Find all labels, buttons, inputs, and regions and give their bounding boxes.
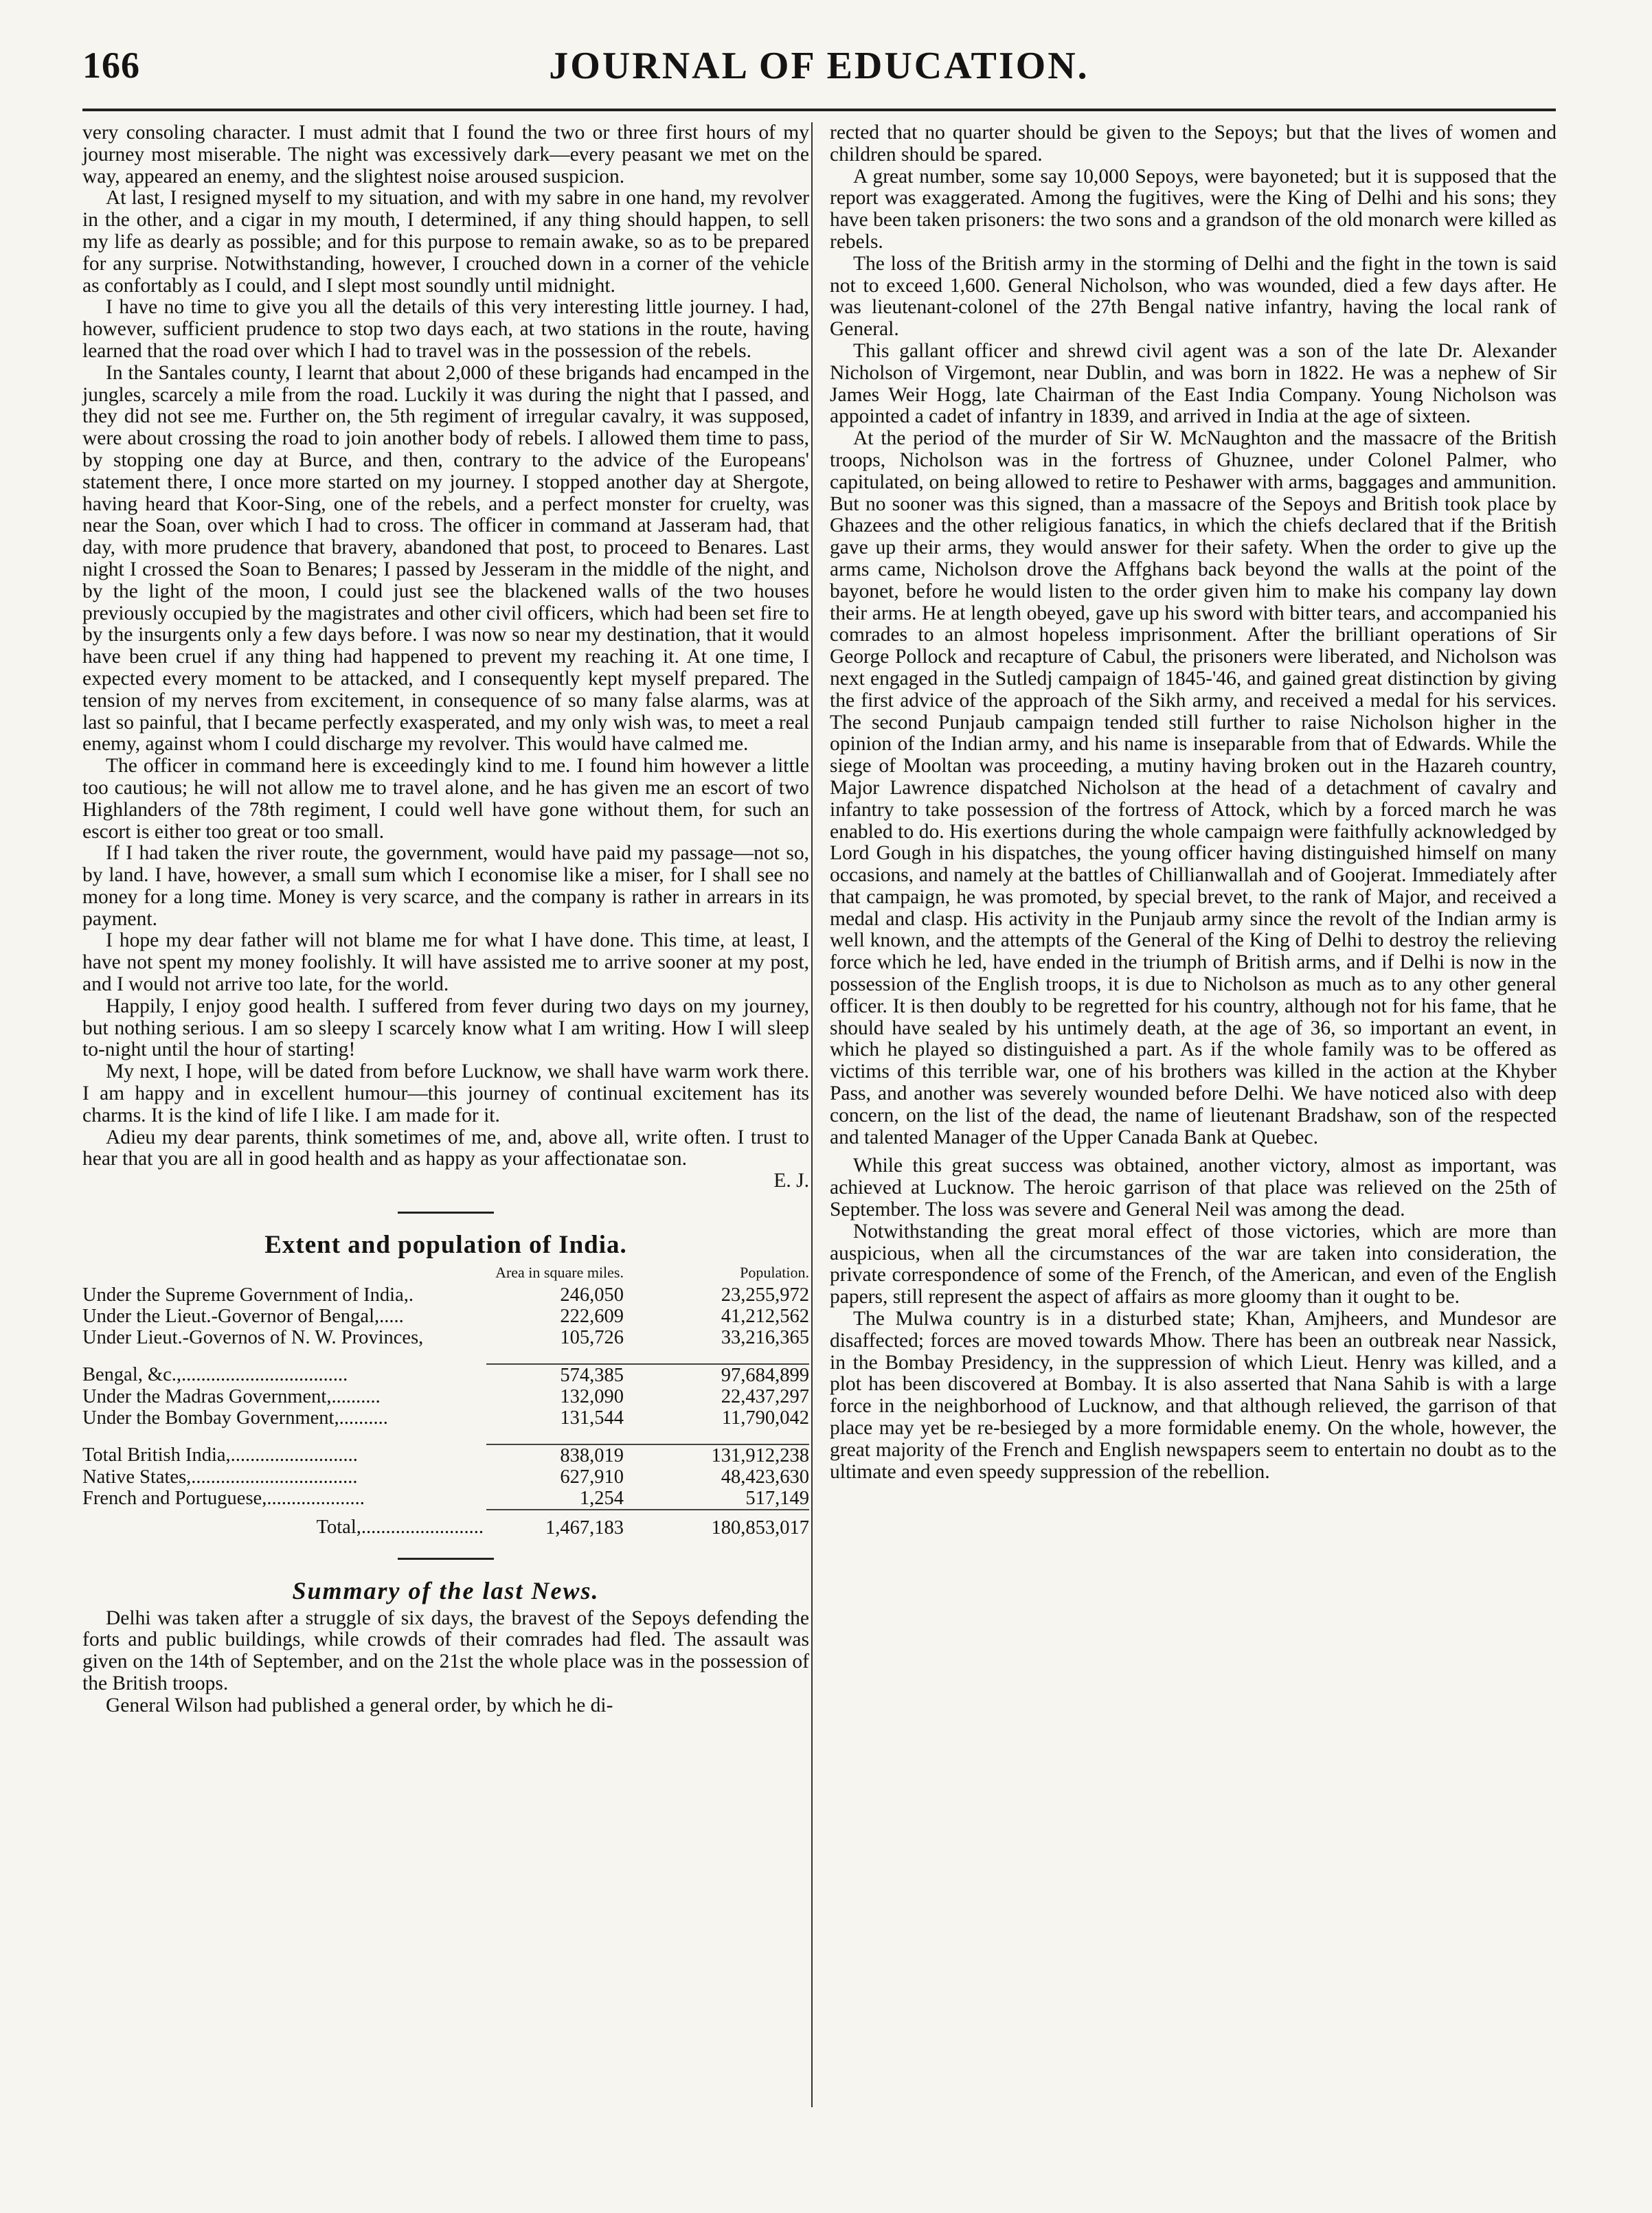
letter-paragraph: If I had taken the river route, the government, would have paid my passage—not so, by land. I have, however, a small sum which I economise like a miser, for I shall see no money for a long time. Money is very scarce, and the company is rather in arrears in its payment. [82, 842, 809, 930]
news-section-title: Summary of the last News. [292, 1576, 600, 1604]
letter-paragraph: I hope my dear father will not blame me for what I have done. This time, at least, I have not spent my money foolishly. It will have assisted me to arrive sooner at my post, and I would not arrive too late, for the world. [82, 929, 809, 996]
news-paragraph: Delhi was taken after a struggle of six days, the bravest of the Sepoys defending the forts and public buildings, while crowds of their comrades had fled. The assault was given on the 14th of September, and on the 21st the whole place was in the possession of the British troops. [82, 1607, 809, 1695]
news-paragraph: General Wilson had published a general order, by which he di- [106, 1694, 613, 1716]
table-row: Total British India,.......................... 838,019 131,912,238 [82, 1444, 809, 1466]
letter-signature: E. J. [773, 1170, 809, 1192]
running-title: JOURNAL OF EDUCATION. [549, 45, 1089, 87]
news-paragraph: The loss of the British army in the storming of Delhi and the fight in the town is said not to exceed 1,600. General Nicholson, who was wounded, died a few days after. He was lieutenant-colonel of the 27th Bengal native infantry, having the local rank of General. [830, 252, 1557, 341]
left-column [82, 122, 809, 1717]
news-paragraph: The Mulwa country is in a disturbed state; Khan, Amjheers, and Mundesor are disaffected; forces are moved towards Mhow. There has been an outbreak near Nassick, in the Bombay Presidency, in the suppression of which Lieut. Henry was killed, and a plot has been discovered at Bombay. It is also asserted that Nana Sahib is with a large force in the neighborhood of Lucknow, and that although relieved, the garrison of that place may yet be re-besieged by a more formidable enemy. On the whole, however, the great majority of the French and English newspapers seem to entertain no doubt as to the ultimate and even speedy suppression of the rebellion. [830, 1308, 1557, 1483]
right-column [830, 122, 1557, 1483]
table-row: Under the Supreme Government of India,. 246,050 23,255,972 [82, 1284, 809, 1306]
letter-paragraph: In the Santales county, I learnt that about 2,000 of these brigands had encamped in the jungles, scarcely a mile from the road. Luckily it was during the night that I passed, and they did not see me. Further on, the 5th regiment of irregular cavalry, it was supposed, were about crossing the road to join another body of rebels. I allowed them time to pass, by stopping one day at Burce, and then, contrary to the advice of the Europeans' statement there, I once more started on my journey. I stopped another day at Shergote, having heard that Koor-Sing, one of the rebels, and a perfect monster for cruelty, was near the Soan, over which I had to cross. The officer in command at Jasseram had, that day, with more prudence that bravery, abandoned that post, to proceed to Benares. Last night I crossed the Soan to Benares; I passed by Jesseram in the middle of the night, and by the light of the moon, I could just see the blackened walls of the two houses previously occupied by the magistrates and other civil officers, which had been set fire to by the insurgents only a few days before. I was now so near my destination, that it would have been cruel if any thing had happened to prevent my reaching it. At one time, I expected every moment to be attacked, and I consequently kept myself prepared. The tension of my nerves from excitement, in consequence of so many false alarms, was at last so painful, that I became perfectly exasperated, and my only wish was, to meet a real enemy, against whom I could discharge my revolver. This would have calmed me. [82, 361, 809, 756]
letter-paragraph: At last, I resigned myself to my situation, and with my sabre in one hand, my revolver in the other, and a cigar in my mouth, I determined, if any thing should happen, to sell my life as dearly as possible; and for this purpose to remain awake, so as to be prepared for any surprise. Notwithstanding, however, I crouched down in a corner of the vehicle as confortably as I could, and I slept most soundly until midnight. [82, 187, 809, 297]
india-population-table [82, 1262, 809, 1539]
page-header [82, 29, 1556, 91]
news-paragraph: A great number, some say 10,000 Sepoys, were bayoneted; but it is supposed that the report was exaggerated. Among the fugitives, were the King of Delhi and his sons; they have been taken prisoners: the two sons and a grandson of the old monarch were killed as rebels. [830, 165, 1557, 253]
letter-paragraph: The officer in command here is exceedingly kind to me. I found him however a little too cautious; he will not allow me to travel alone, and he has given me an escort of two Highlanders of the 78th regiment, I could well have gone without them, for such an escort is either too great or too small. [82, 755, 809, 843]
column-divider [811, 122, 813, 2107]
column-header-area: Area in square miles. [495, 1263, 624, 1281]
letter-paragraph: very consoling character. I must admit that I found the two or three first hours of my journey most miserable. The night was excessively dark—every peasant we met on the way, appeared an enemy, and the slightest noise aroused suspicion. [82, 122, 809, 188]
table-row: French and Portuguese,.................... 1,254 517,149 [82, 1487, 809, 1510]
table-header-row [82, 1262, 809, 1284]
section-rule [398, 1212, 494, 1214]
page-number: 166 [82, 45, 140, 86]
table-row: Native States,.................................. 627,910 48,423,630 [82, 1466, 809, 1488]
table-row: Under the Madras Government,.......... 132,090 22,437,297 [82, 1385, 809, 1407]
news-paragraph: At the period of the murder of Sir W. McNaughton and the massacre of the British troops, Nicholson was in the fortress of Ghuznee, under Colonel Palmer, who capitulated, on being allowed to retire to Peshawer with arms, baggages and ammunition. But no sooner was this signed, than a massacre of the Sepoys and British took place by Ghazees and the other religious fanatics, in which the chiefs declared that if the British gave up their arms, they would answer for their safety. When the order to give up the arms came, Nicholson drove the Affghans back beyond the walls at the point of the bayonet, before he would listen to the order given him to make his company lay down their arms. He at length obeyed, gave up his sword with bitter tears, and accompanied his comrades to an almost hopeless imprisonment. After the brilliant operations of Sir George Pollock and recapture of Cabul, the prisoners were liberated, and Nicholson was next engaged in the Sutledj campaign of 1845-'46, and gained great distinction by giving the first advice of the approach of the Sikh army, and received a medal for his services. The second Punjaub campaign tended still further to raise Nicholson higher in the opinion of the Indian army, and his name is inseparable from that of Edwards. While the siege of Mooltan was proceeding, a mutiny having broken out in the Hazareh country, Major Lawrence dispatched Nicholson at the head of a detachment of cavalry and infantry to take possession of the fortress of Attock, which by a forced march he was enabled to do. His exertions during the whole campaign were faithfully acknowledged by Lord Gough in his dispatches, the young officer having distinguished himself on many occasions, and namely at the battles of Chillianwallah and of Goojerat. Immediately after that campaign, he was promoted, by special brevet, to the rank of Major, and received a medal and clasp. His activity in the Punjaub army since the revolt of the Indian army is well known, and the attempts of the General of the King of Delhi to destroy the relieving force which he led, have ended in the triumph of British arms, and if Delhi is now in the possession of the English troops, it is due to Nicholson as much as to any other general officer. It is then doubly to be regretted for his country, although not for his fame, that he should have sealed by his untimely death, at the age of 36, so important an event, in which he played so distinguished a part. As if the whole family was to be offered as victims of this terrible war, one of his brothers was killed in the action at the Khyber Pass, and another was severely wounded before Delhi. We have noticed also with deep concern, on the list of the dead, the name of lieutenant Bradshaw, son of the respected and talented Manager of the Upper Canada Bank at Quebec. [830, 427, 1557, 1148]
table-row: Under Lieut.-Governos of N. W. Provinces, 105,726 33,216,365 [82, 1326, 809, 1348]
letter-paragraph: Adieu my dear parents, think sometimes of me, and, above all, write often. I trust to hear that you are all in good health and as happy as your affectionatae son. [82, 1126, 809, 1170]
letter-paragraph: Happily, I enjoy good health. I suffered from fever during two days on my journey, but nothing serious. I am so sleepy I scarcely know what I am writing. How I will sleep to-night until the hour of starting! [82, 995, 809, 1061]
section-rule [398, 1558, 494, 1560]
news-paragraph: rected that no quarter should be given to the Sepoys; but that the lives of women and children should be spared. [830, 122, 1557, 166]
letter-paragraph: My next, I hope, will be dated from before Lucknow, we shall have warm work there. I am happy and in excellent humour—this journey of continual excitement has its charms. It is the kind of life I like. I am made for it. [82, 1060, 809, 1126]
news-paragraph: This gallant officer and shrewd civil agent was a son of the late Dr. Alexander Nicholson of Virgemont, near Dublin, and was born in 1822. He was a nephew of Sir James Weir Hogg, late Chairman of the East India Company. Young Nicholson was appointed a cadet of infantry in 1839, and arrived in India at the age of sixteen. [830, 339, 1557, 428]
column-header-population: Population. [740, 1263, 809, 1281]
table-row: Under the Lieut.-Governor of Bengal,..... 222,609 41,212,562 [82, 1305, 809, 1327]
india-table-title: Extent and population of India. [264, 1231, 627, 1260]
header-rule [82, 109, 1556, 111]
news-paragraph: While this great success was obtained, another victory, almost as important, was achieved at Lucknow. The heroic garrison of that place was relieved on the 25th of September. The loss was severe and General Neil was among the dead. [830, 1155, 1557, 1221]
table-total-row: Total,......................... 1,467,183 180,853,017 [82, 1510, 809, 1539]
news-paragraph: Notwithstanding the great moral effect of those victories, which are more than auspicious, when all the circumstances of the war are taken into consideration, the private correspondence of some of the French, of the American, and even of the English papers, still represent the aspect of affairs as more gloomy than it ought to be. [830, 1220, 1557, 1308]
table-row: Under the Bombay Government,.......... 131,544 11,790,042 [82, 1407, 809, 1429]
letter-paragraph: I have no time to give you all the details of this very interesting little journey. I had, however, sufficient prudence to stop two days each, at two stations in the route, having learned that the road over which I had to travel was in the possession of the rebels. [82, 296, 809, 362]
table-row: Bengal, &c.,.................................. 574,385 97,684,899 [82, 1364, 809, 1386]
